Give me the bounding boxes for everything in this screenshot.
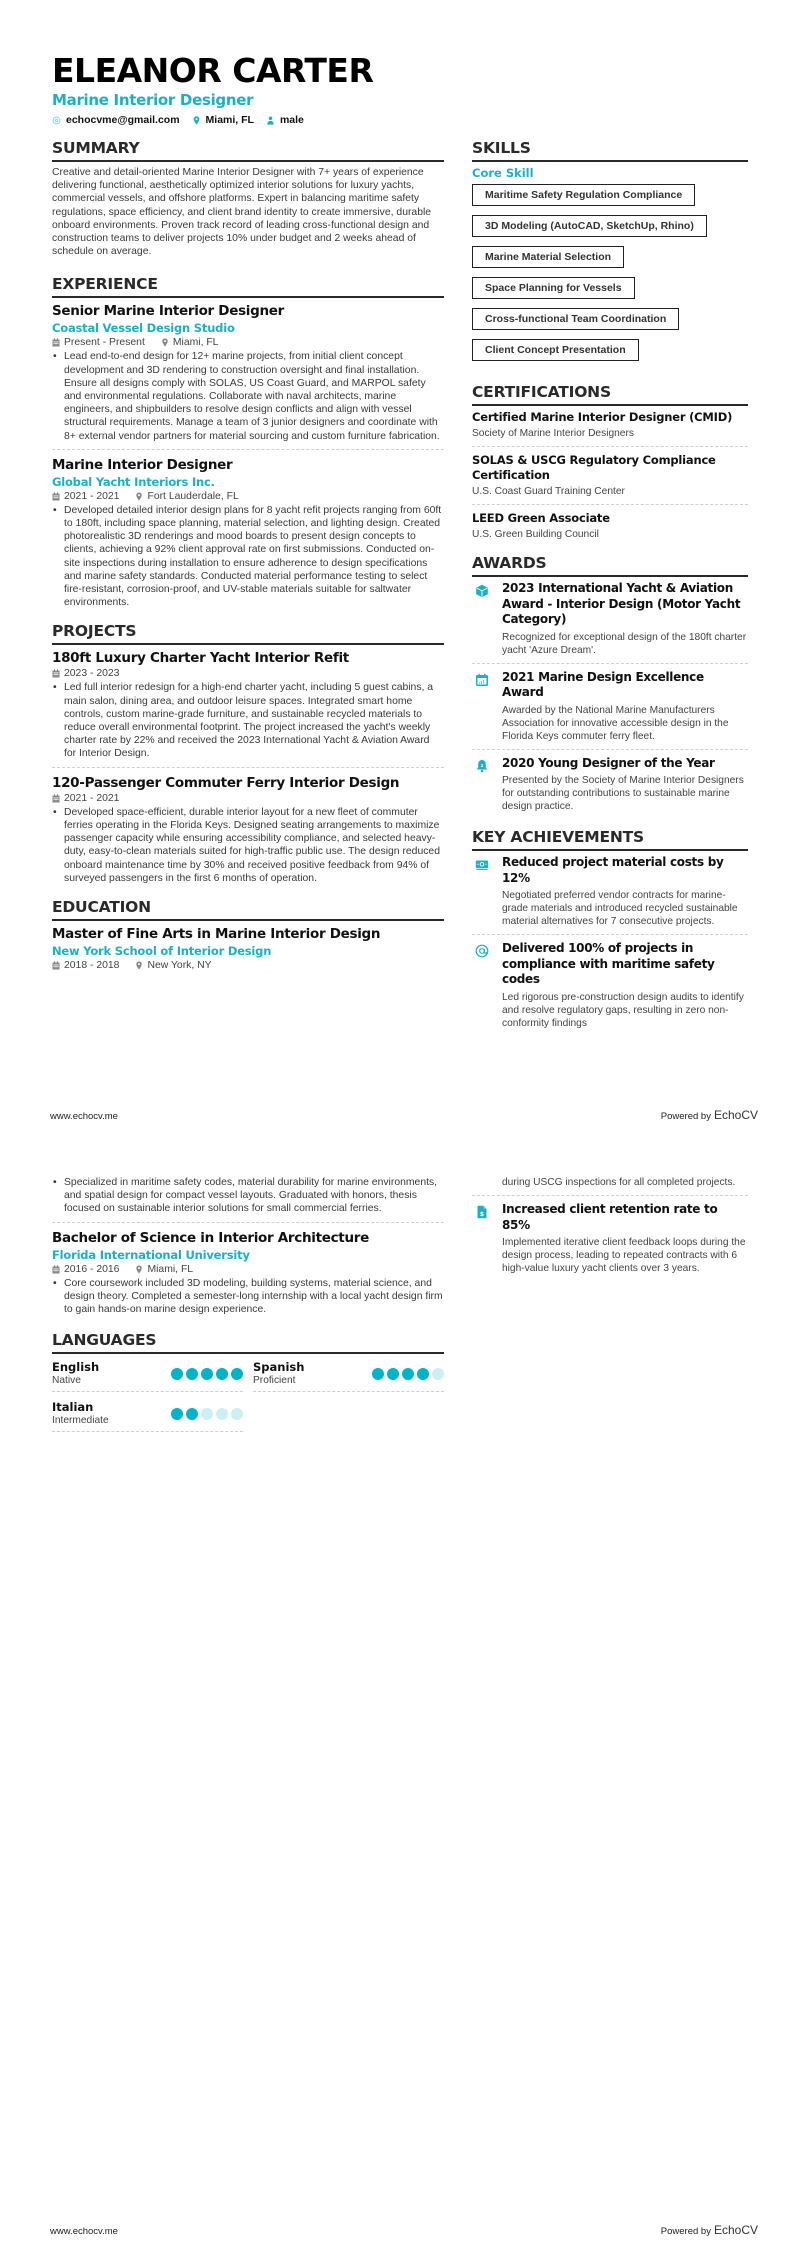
summary-section bbox=[52, 138, 444, 258]
bullet-item: • Lead end-to-end design for 12+ marine projects, from initial client concept development and 3D rendering to construction oversight and final installation. Ensure all designs comply with SOLAS, US Coast Guard, and MARPOL safety and environmental regulations. Collaborate with naval architects, marine engineers, and shipbuilders to resolve design conflicts and align with vessel structural requirements. Manage a team of 3 junior designers and coordinate with 8+ external vendor partners for material sourcing and custom furniture fabrication. bbox=[52, 350, 444, 442]
bullet-list bbox=[52, 350, 444, 442]
right-column bbox=[472, 138, 748, 1042]
section-title-education: EDUCATION bbox=[52, 897, 444, 921]
calendar-icon bbox=[52, 338, 60, 347]
award-entry bbox=[472, 581, 748, 664]
language-level: Native bbox=[52, 1375, 81, 1387]
location-pin-icon bbox=[192, 116, 201, 125]
job-location: Fort Lauderdale, FL bbox=[147, 490, 239, 502]
bullet-list bbox=[52, 681, 444, 760]
education-entry bbox=[52, 1229, 444, 1323]
project-title: 120-Passenger Commuter Ferry Interior Design bbox=[52, 774, 400, 791]
bell-icon bbox=[475, 759, 489, 773]
left-column bbox=[52, 138, 444, 973]
skills-section bbox=[472, 138, 748, 370]
candidate-role: Marine Interior Designer bbox=[52, 91, 254, 109]
entry-meta bbox=[52, 490, 444, 503]
education-entry-continued bbox=[52, 1176, 444, 1223]
page-footer bbox=[50, 1108, 758, 1122]
dot-filled bbox=[171, 1368, 183, 1380]
certification-org: Society of Marine Interior Designers bbox=[472, 428, 634, 439]
bullet-item: • Specialized in maritime safety codes, material durability for marine environments, and spatial design for compact vessel layouts. Graduated with honors, thesis focused on sustainable interior solutions for small commercial ferries. bbox=[52, 1176, 444, 1216]
bullet-item: • Developed space-efficient, durable interior layout for a new fleet of commuter ferries operating in the Florida Keys. Designed seating arrangements to maximize passenger capacity while ensuring accessibility compliance, and selected heavy-duty, easy-to-clean materials suited for high-traffic public use. The design reduced onboard maintenance time by 30% and received positive feedback from 94% of surveyed passengers in the first 6 months of operation. bbox=[52, 806, 444, 885]
at-sign-icon bbox=[52, 116, 61, 125]
achievement-entry bbox=[472, 1202, 748, 1281]
job-location: Miami, FL bbox=[172, 337, 219, 349]
section-title-certifications: CERTIFICATIONS bbox=[472, 382, 748, 406]
certification-title: SOLAS & USCG Regulatory Compliance Certification bbox=[472, 453, 716, 482]
dot-filled bbox=[417, 1368, 429, 1380]
bullet-item: • Led full interior redesign for a high-end charter yacht, including 5 guest cabins, a main salon, dining area, and outdoor leisure spaces. Integrated smart home controls, custom marine-grade furniture, and sustainable recycled materials to reduce overall environmental footprint. The project increased the yacht's weekly charter rate by 22% and received the 2023 International Yacht & Aviation Award for Interior Design. bbox=[52, 681, 444, 760]
languages-section bbox=[52, 1330, 444, 1438]
languages-grid bbox=[52, 1358, 444, 1438]
section-title-languages: LANGUAGES bbox=[52, 1330, 444, 1354]
date-range: 2021 - 2021 bbox=[64, 792, 120, 804]
candidate-name: ELEANOR CARTER bbox=[52, 51, 374, 90]
resume-header bbox=[52, 52, 373, 126]
experience-entry bbox=[52, 456, 444, 616]
dot-empty bbox=[231, 1408, 243, 1420]
achievement-desc: Led rigorous pre-construction design audits to identify and resolve regulatory gaps, resulting in zero non-conformity findings bbox=[502, 991, 744, 1029]
achievement-title: Increased client retention rate to 85% bbox=[502, 1202, 718, 1232]
date-range: 2021 - 2021 bbox=[64, 490, 120, 502]
at-sign-icon bbox=[475, 944, 489, 958]
language-item bbox=[52, 1358, 243, 1392]
company-name: Global Yacht Interiors Inc. bbox=[52, 474, 215, 489]
footer-website[interactable]: www.echocv.me bbox=[50, 2226, 118, 2237]
location-pin-icon bbox=[135, 961, 143, 970]
section-title-projects: PROJECTS bbox=[52, 621, 444, 645]
gender-text: male bbox=[279, 114, 304, 126]
footer-powered-by bbox=[661, 1108, 758, 1122]
section-title-achievements: KEY ACHIEVEMENTS bbox=[472, 827, 748, 851]
bullet-list bbox=[52, 1277, 444, 1317]
dot-filled bbox=[186, 1368, 198, 1380]
location-pin-icon bbox=[135, 1265, 143, 1274]
dot-empty bbox=[201, 1408, 213, 1420]
certification-entry bbox=[472, 453, 748, 505]
award-desc: Recognized for exceptional design of the 180ft charter yacht 'Azure Dream'. bbox=[502, 631, 747, 656]
certification-entry bbox=[472, 511, 748, 547]
degree-title: Master of Fine Arts in Marine Interior Design bbox=[52, 925, 381, 942]
bullet-item: • Core coursework included 3D modeling, building systems, material science, and design theory. Completed a semester-long internship with a local yacht design firm to gain hands-on marine design experience. bbox=[52, 1277, 444, 1317]
language-name: Italian bbox=[52, 1400, 94, 1415]
skills-list bbox=[472, 184, 748, 370]
powered-by-label: Powered by bbox=[660, 2226, 711, 2237]
dot-filled bbox=[231, 1368, 243, 1380]
job-title: Senior Marine Interior Designer bbox=[52, 303, 285, 320]
dot-filled bbox=[372, 1368, 384, 1380]
achievement-desc: Negotiated preferred vendor contracts for marine-grade materials and introduced recycled sustainable material alternatives for 7 consecutive projects. bbox=[502, 890, 738, 927]
language-level: Proficient bbox=[253, 1375, 296, 1387]
brand-logo[interactable]: EchoCV bbox=[713, 2223, 758, 2237]
calendar-icon bbox=[52, 794, 60, 803]
dot-filled bbox=[186, 1408, 198, 1420]
achievement-desc: Implemented iterative client feedback loops during the design process, leading to repeated contracts with 6 high-value luxury yacht clients over 3 years. bbox=[502, 1237, 746, 1274]
project-title: 180ft Luxury Charter Yacht Interior Refit bbox=[52, 650, 349, 667]
award-entry bbox=[472, 670, 748, 750]
date-range: 2018 - 2018 bbox=[64, 959, 120, 971]
location-text: Miami, FL bbox=[205, 114, 254, 126]
section-title-experience: EXPERIENCE bbox=[52, 274, 444, 298]
school-name: Florida International University bbox=[52, 1247, 250, 1262]
education-entry bbox=[52, 925, 444, 972]
skill-chip: Space Planning for Vessels bbox=[472, 277, 635, 299]
location-pin-icon bbox=[161, 338, 169, 347]
dot-filled bbox=[216, 1368, 228, 1380]
school-name: New York School of Interior Design bbox=[52, 943, 272, 958]
invoice-dollar-icon bbox=[475, 1205, 489, 1219]
achievement-entry bbox=[472, 855, 748, 935]
certification-org: U.S. Green Building Council bbox=[472, 529, 599, 540]
calendar-icon bbox=[52, 1265, 60, 1274]
skill-group-label: Core Skill bbox=[472, 166, 534, 180]
award-desc: Presented by the Society of Marine Interior Designers for outstanding contributions to sustainable marine design practice. bbox=[502, 775, 744, 812]
certification-org: U.S. Coast Guard Training Center bbox=[472, 486, 625, 497]
bullet-list bbox=[52, 806, 444, 885]
contact-info bbox=[52, 114, 373, 126]
dot-filled bbox=[201, 1368, 213, 1380]
right-column bbox=[472, 1176, 748, 1287]
experience-entry bbox=[52, 302, 444, 449]
calendar-icon bbox=[52, 961, 60, 970]
entry-meta bbox=[52, 792, 444, 805]
award-entry bbox=[472, 756, 748, 820]
resume-page-2 bbox=[0, 1123, 794, 2246]
location-pin-icon bbox=[135, 492, 143, 501]
company-name: Coastal Vessel Design Studio bbox=[52, 321, 235, 336]
user-icon bbox=[266, 116, 275, 125]
calendar-icon bbox=[52, 669, 60, 678]
projects-section bbox=[52, 621, 444, 890]
dot-filled bbox=[402, 1368, 414, 1380]
entry-meta bbox=[52, 336, 444, 349]
skill-chip: Client Concept Presentation bbox=[472, 339, 639, 361]
experience-section bbox=[52, 274, 444, 615]
proficiency-dots bbox=[171, 1368, 243, 1380]
entry-meta bbox=[52, 667, 444, 680]
dot-filled bbox=[171, 1408, 183, 1420]
date-range: 2016 - 2016 bbox=[64, 1263, 120, 1275]
calendar-chart-icon bbox=[475, 673, 489, 687]
achievement-desc: during USCG inspections for all completed projects. bbox=[502, 1177, 736, 1188]
language-level: Intermediate bbox=[52, 1415, 109, 1427]
section-title-skills: SKILLS bbox=[472, 138, 748, 162]
achievement-entry-continued bbox=[472, 1176, 748, 1196]
school-location: New York, NY bbox=[147, 959, 212, 971]
certification-title: Certified Marine Interior Designer (CMID) bbox=[472, 410, 733, 424]
language-name: Spanish bbox=[253, 1360, 305, 1375]
section-title-awards: AWARDS bbox=[472, 553, 748, 577]
powered-by-label: Powered by bbox=[660, 1111, 711, 1122]
achievement-entry bbox=[472, 941, 748, 1036]
achievement-title: Delivered 100% of projects in compliance with maritime safety codes bbox=[502, 941, 715, 986]
language-name: English bbox=[52, 1360, 100, 1375]
dot-filled bbox=[387, 1368, 399, 1380]
dot-empty bbox=[216, 1408, 228, 1420]
cube-icon bbox=[475, 584, 489, 598]
award-title: 2021 Marine Design Excellence Award bbox=[502, 669, 704, 699]
language-item bbox=[253, 1358, 444, 1392]
achievement-title: Reduced project material costs by 12% bbox=[502, 855, 724, 885]
date-range: Present - Present bbox=[64, 337, 145, 349]
footer-powered-by bbox=[661, 2223, 758, 2237]
svg-text:$: $ bbox=[479, 1211, 485, 1218]
page-footer bbox=[50, 2223, 758, 2237]
date-range: 2023 - 2023 bbox=[64, 668, 120, 680]
skill-chip: Cross-functional Team Coordination bbox=[472, 308, 679, 330]
brand-logo[interactable]: EchoCV bbox=[713, 1108, 758, 1122]
education-section bbox=[52, 897, 444, 972]
entry-meta bbox=[52, 1263, 444, 1276]
project-entry bbox=[52, 774, 444, 891]
language-item bbox=[52, 1398, 243, 1432]
degree-title: Bachelor of Science in Interior Architecture bbox=[52, 1229, 369, 1246]
project-entry bbox=[52, 649, 444, 767]
svg-text:z: z bbox=[480, 763, 484, 769]
school-location: Miami, FL bbox=[147, 1263, 194, 1275]
footer-website[interactable]: www.echocv.me bbox=[50, 1111, 118, 1122]
bullet-list bbox=[52, 504, 444, 610]
entry-meta bbox=[52, 959, 444, 972]
job-title: Marine Interior Designer bbox=[52, 456, 233, 473]
calendar-icon bbox=[52, 492, 60, 501]
summary-text: Creative and detail-oriented Marine Interior Designer with 7+ years of experience delivering functional, aesthetically optimized interior solutions for luxury yachts, commercial vessels, and offshore platforms. Expert in balancing maritime safety regulations, space efficiency, and client brand identity to create immersive, durable onboard environments. Proven track record of leading cross-functional design and construction teams to deliver projects 10% under budget and 2 weeks ahead of schedule on average. bbox=[52, 167, 432, 258]
dot-empty bbox=[432, 1368, 444, 1380]
bullet-list bbox=[52, 1176, 444, 1216]
awards-section bbox=[472, 553, 748, 819]
section-title-summary: SUMMARY bbox=[52, 138, 444, 162]
award-title: 2023 International Yacht & Aviation Award - Interior Design (Motor Yacht Category) bbox=[502, 581, 741, 626]
email-text: echocvme@gmail.com bbox=[66, 114, 180, 126]
contact-email[interactable] bbox=[52, 114, 180, 126]
skill-chip: Maritime Safety Regulation Compliance bbox=[472, 184, 695, 206]
skill-chip: Marine Material Selection bbox=[472, 246, 624, 268]
certifications-section bbox=[472, 382, 748, 547]
proficiency-dots bbox=[372, 1368, 444, 1380]
proficiency-dots bbox=[171, 1408, 243, 1420]
left-column bbox=[52, 1176, 444, 1438]
contact-gender bbox=[266, 114, 304, 126]
money-icon bbox=[475, 858, 489, 872]
contact-location bbox=[192, 114, 254, 126]
achievements-section bbox=[472, 827, 748, 1036]
bullet-item: • Developed detailed interior design plans for 8 yacht refit projects ranging from 60ft to 180ft, including space planning, material selection, and lighting design. Created photorealistic 3D renderings and mood boards to present design concepts to clients, achieving a 92% client approval rate on first submissions. Conducted on-site inspections during installation to ensure adherence to design specifications and marine safety standards. Conducted material performance testing to select fire-resistant, corrosion-proof, and UV-stable materials suitable for saltwater environments. bbox=[52, 504, 444, 610]
award-desc: Awarded by the National Marine Manufacturers Association for innovative accessible design in the Florida Keys commuter ferry fleet. bbox=[502, 704, 729, 742]
award-title: 2020 Young Designer of the Year bbox=[502, 755, 715, 770]
certification-title: LEED Green Associate bbox=[472, 511, 610, 525]
certification-entry bbox=[472, 410, 748, 447]
skill-chip: 3D Modeling (AutoCAD, SketchUp, Rhino) bbox=[472, 215, 707, 237]
